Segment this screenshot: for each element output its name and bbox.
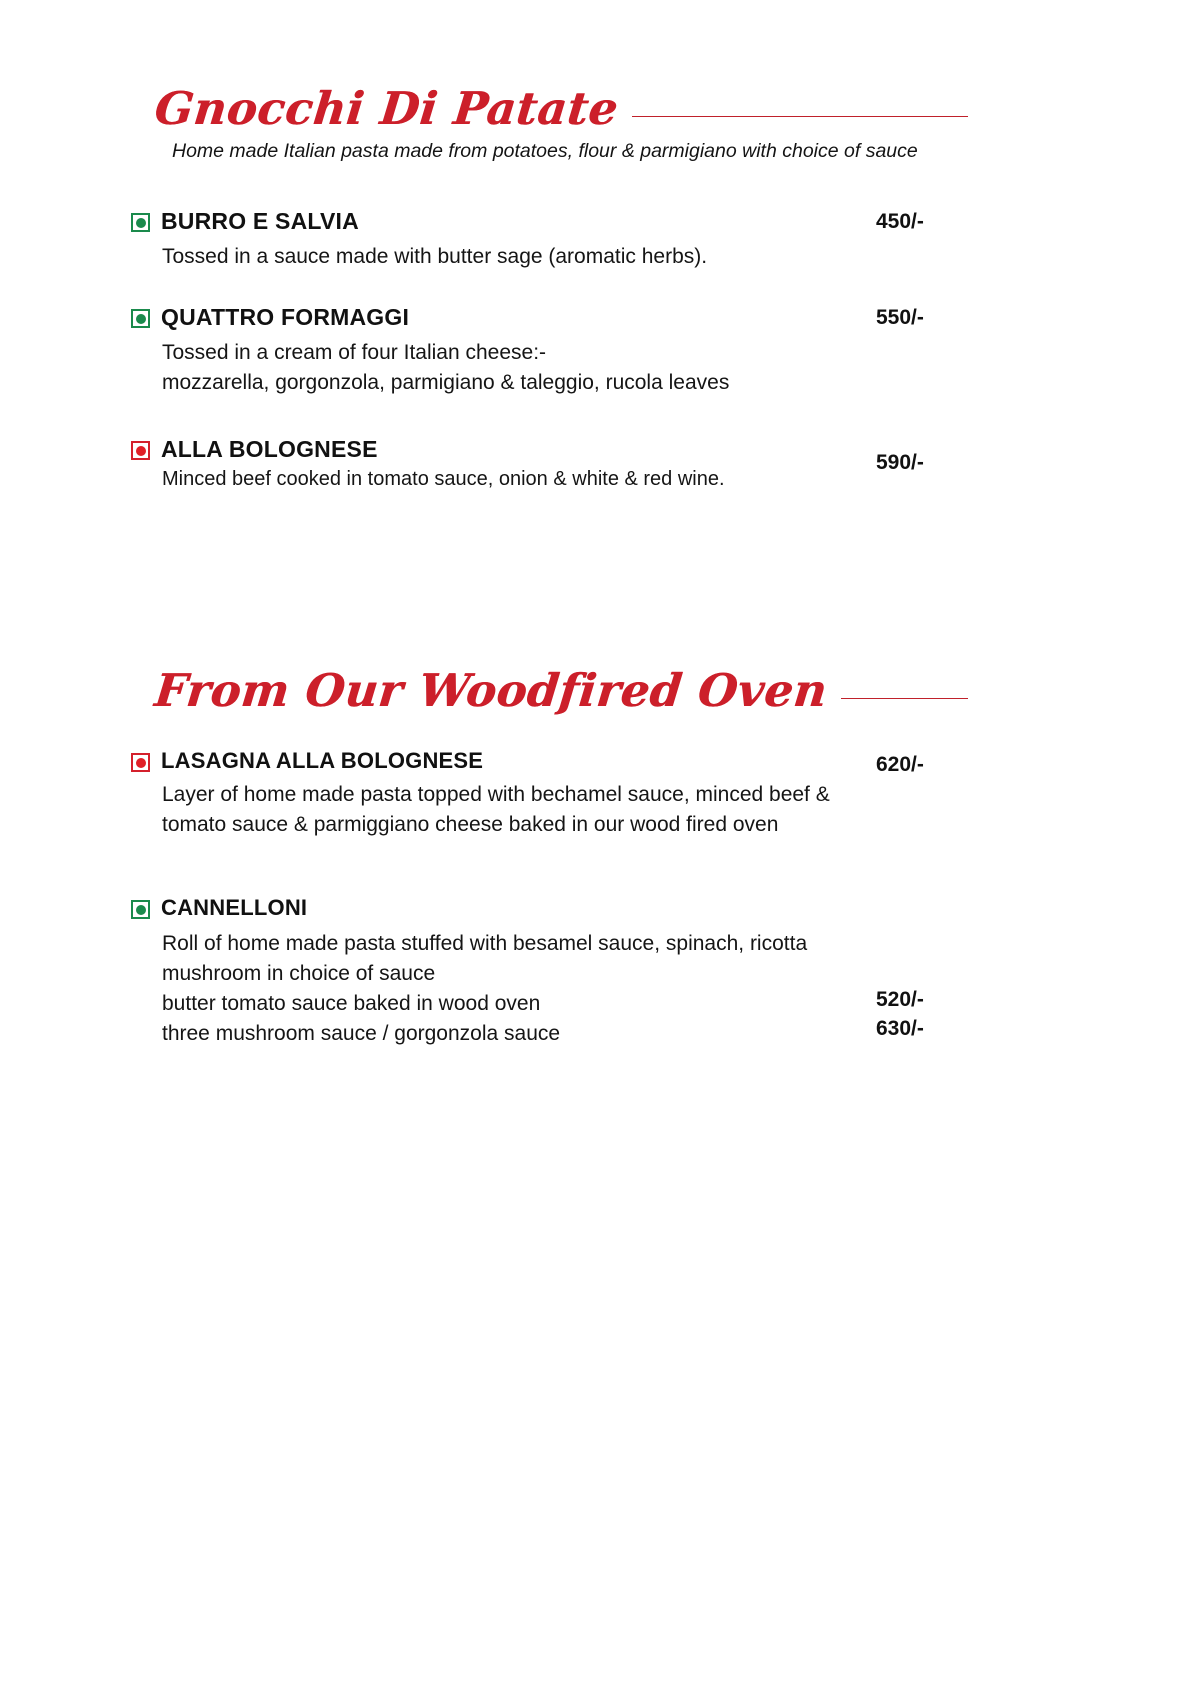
section-title: From Our Woodfired Oven xyxy=(152,664,830,717)
menu-item-description-line: Layer of home made pasta topped with bechamel sauce, minced beef & xyxy=(162,783,830,807)
menu-item-quattro-formaggi[interactable] xyxy=(0,304,1200,398)
menu-item-description-line: Tossed in a cream of four Italian cheese:- xyxy=(162,341,547,365)
menu-item-description-line: tomato sauce & parmiggiano cheese baked in our wood fired oven xyxy=(162,813,779,837)
menu-item-name: ALLA BOLOGNESE xyxy=(161,436,378,462)
menu-item-variant-line: three mushroom sauce / gorgonzola sauce xyxy=(162,1021,561,1045)
nonveg-indicator-icon xyxy=(131,441,150,460)
menu-item-price: 450/- xyxy=(876,210,924,233)
menu-item-burro-e-salvia[interactable] xyxy=(0,208,1200,272)
menu-item-variant-price: 520/- xyxy=(876,988,924,1011)
section-title: Gnocchi Di Patate xyxy=(152,82,621,135)
section-header xyxy=(0,82,1200,135)
menu-item-price: 590/- xyxy=(876,451,924,474)
menu-item-description-line: Minced beef cooked in tomato sauce, onion & white & red wine. xyxy=(162,468,725,491)
menu-item-price: 620/- xyxy=(876,753,924,776)
section-subtitle: Home made Italian pasta made from potatoes, flour & parmigiano with choice of sauce xyxy=(172,140,918,162)
menu-item-header xyxy=(0,208,1200,234)
menu-item-header xyxy=(0,748,1200,776)
veg-indicator-icon xyxy=(131,213,150,232)
menu-item-header xyxy=(0,436,1200,474)
section-divider-rule xyxy=(841,698,968,699)
nonveg-indicator-icon xyxy=(131,753,150,772)
menu-section-gnocchi xyxy=(0,82,1200,163)
menu-item-description-line: Tossed in a sauce made with butter sage (aromatic herbs). xyxy=(162,245,708,269)
menu-item-lasagna-alla-bolognese[interactable] xyxy=(0,748,1200,840)
menu-item-name: CANNELLONI xyxy=(161,895,308,920)
veg-indicator-icon xyxy=(131,900,150,919)
section-divider-rule xyxy=(632,116,968,117)
menu-item-price: 550/- xyxy=(876,306,924,329)
menu-item-description-line: Roll of home made pasta stuffed with besamel sauce, spinach, ricotta xyxy=(162,932,808,956)
menu-item-description-line: mushroom in choice of sauce xyxy=(162,962,436,986)
menu-item-cannelloni[interactable] xyxy=(0,895,1200,1049)
menu-item-variant-price: 630/- xyxy=(876,1017,924,1040)
section-header xyxy=(0,664,1200,717)
menu-section-woodfired-oven xyxy=(0,664,1200,717)
menu-item-header xyxy=(0,895,1200,920)
menu-item-description-line: mozzarella, gorgonzola, parmigiano & taleggio, rucola leaves xyxy=(162,371,730,395)
menu-item-name: QUATTRO FORMAGGI xyxy=(161,304,410,330)
menu-item-alla-bolognese[interactable] xyxy=(0,436,1200,493)
menu-item-header xyxy=(0,304,1200,330)
menu-item-variant-line: butter tomato sauce baked in wood oven xyxy=(162,991,541,1015)
veg-indicator-icon xyxy=(131,309,150,328)
menu-item-name: LASAGNA ALLA BOLOGNESE xyxy=(161,748,484,773)
menu-item-name: BURRO E SALVIA xyxy=(161,208,359,234)
